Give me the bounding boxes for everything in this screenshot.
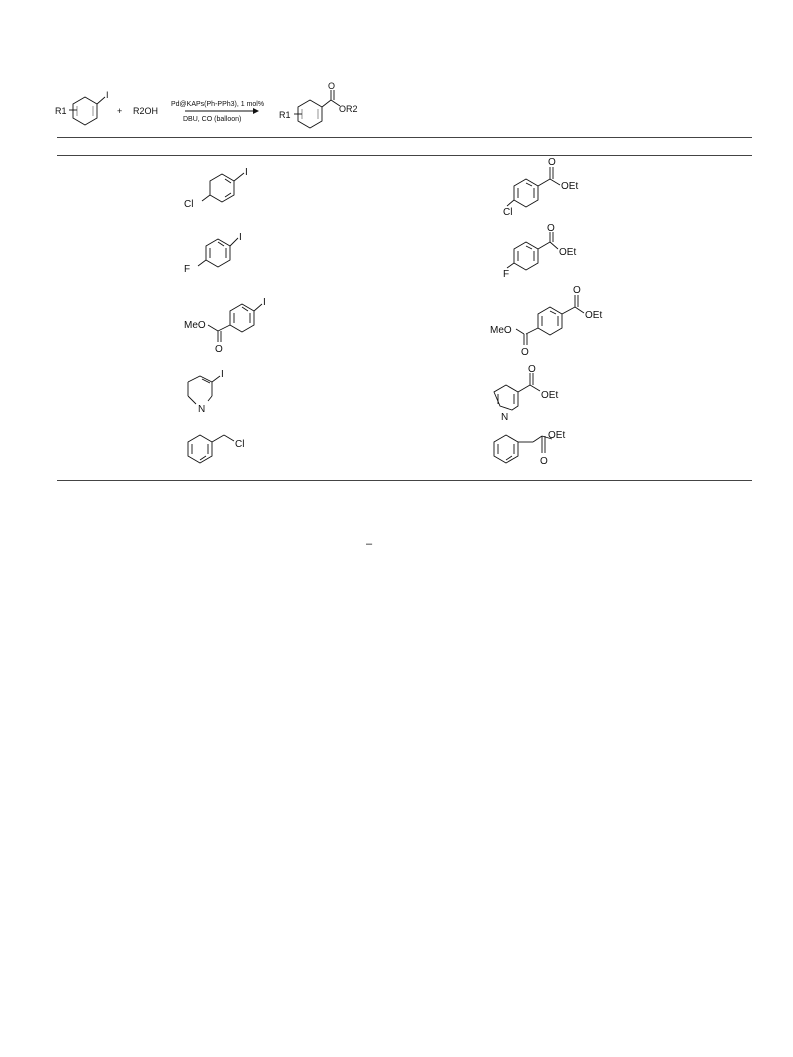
scheme-product-ester: OR2 (339, 104, 358, 114)
substrate-3-iodo: I (263, 297, 266, 308)
product-structure-2 (498, 222, 598, 282)
product-2-ester: OEt (559, 247, 577, 258)
product-4-nitrogen: N (501, 412, 509, 423)
product-1-carbonyl-o: O (548, 157, 556, 168)
product-2-carbonyl-o: O (547, 223, 555, 234)
scheme-condition-bottom: DBU, CO (balloon) (183, 116, 242, 123)
product-structure-5 (488, 425, 588, 470)
scheme-product-carbonyl-o: O (328, 82, 336, 91)
substrate-4-iodo: I (221, 369, 224, 380)
substrate-1-chloro: Cl (184, 199, 194, 210)
scheme-condition-top: Pd@KAPs(Ph-PPh3), 1 mol% (171, 101, 265, 108)
scheme-iodo-label: I (106, 90, 109, 100)
substrate-4-nitrogen: N (198, 404, 206, 415)
scheme-plus: + (117, 106, 123, 116)
table-header-rule (57, 155, 752, 156)
scheme-r1-label: R1 (55, 106, 67, 116)
product-1-ester: OEt (561, 181, 579, 192)
product-2-fluoro: F (503, 269, 510, 280)
product-4-carbonyl-o: O (528, 364, 536, 375)
substrate-1-iodo: I (245, 167, 248, 178)
product-3-ester: OEt (585, 310, 603, 321)
substrate-structure-1 (180, 160, 270, 215)
substrate-3-carbonyl-o: O (215, 344, 223, 355)
reaction-scheme (55, 82, 385, 132)
substrate-structure-4 (182, 368, 262, 423)
substrate-structure-3 (182, 288, 282, 358)
substrate-2-iodo: I (239, 232, 242, 243)
substrate-2-fluoro: F (184, 264, 191, 275)
footer-mark: – (365, 538, 373, 550)
product-3-methoxy: MeO (490, 325, 512, 336)
table-top-rule (57, 137, 752, 138)
product-5-ester: OEt (548, 430, 566, 441)
scheme-alcohol: R2OH (133, 106, 159, 116)
product-4-ester: OEt (541, 390, 559, 401)
product-structure-4 (488, 365, 588, 425)
substrate-3-methoxy: MeO (184, 320, 206, 331)
product-3-carbonyl-o-right: O (573, 285, 581, 296)
substrate-structure-5 (182, 425, 272, 470)
scheme-product-r1: R1 (279, 110, 291, 120)
product-1-chloro: Cl (503, 207, 513, 218)
product-3-carbonyl-o-left: O (521, 347, 529, 358)
product-structure-1 (498, 155, 598, 220)
substrate-structure-2 (180, 225, 270, 280)
product-5-carbonyl-o: O (540, 456, 548, 467)
substrate-5-chloro: Cl (235, 439, 245, 450)
table-bottom-rule (57, 480, 752, 481)
product-structure-3 (488, 283, 618, 363)
